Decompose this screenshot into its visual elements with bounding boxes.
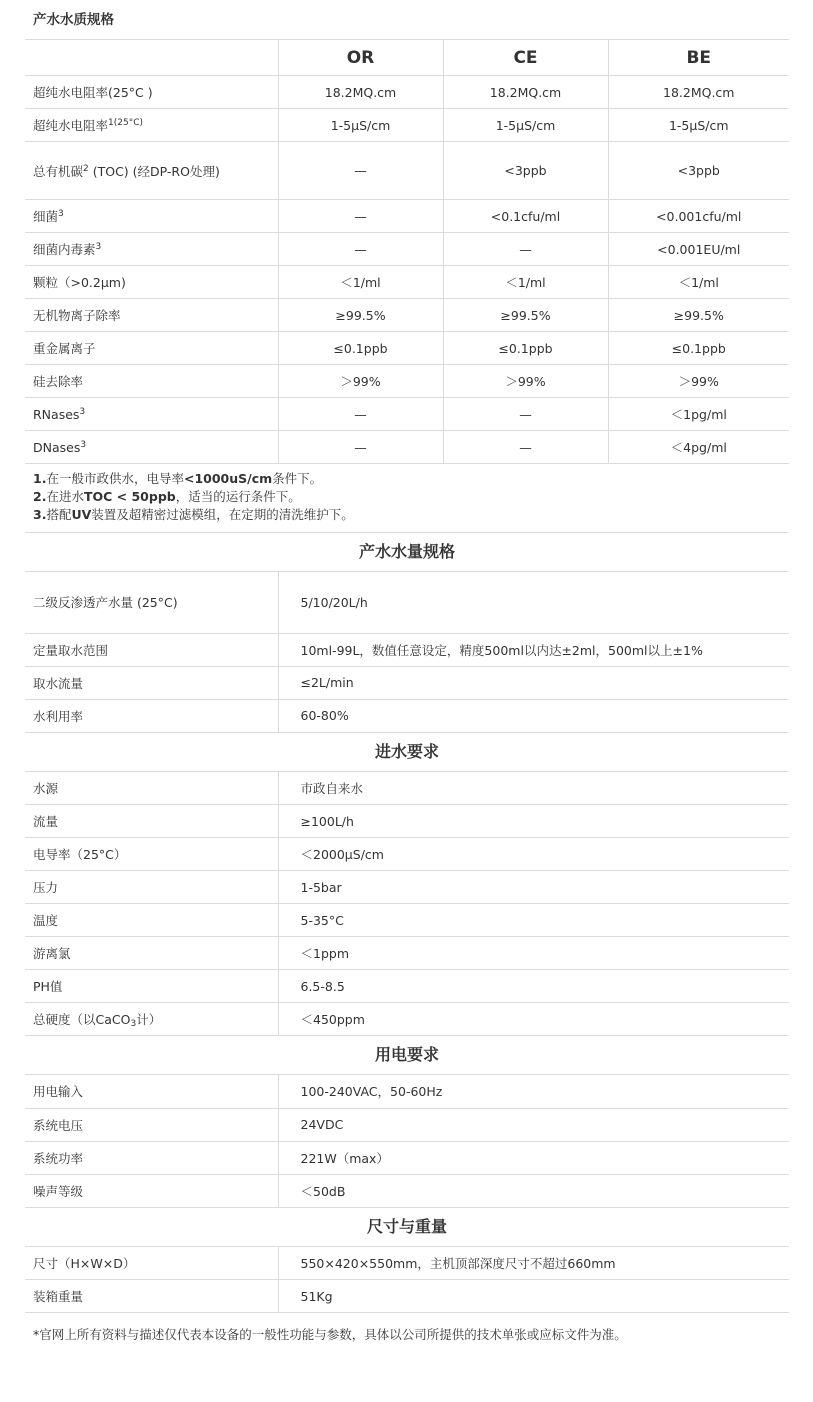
power-title: 用电要求 — [25, 1036, 789, 1075]
table-row — [25, 76, 789, 109]
row-value: 221W（max） — [278, 1141, 789, 1174]
row-value: 6.5-8.5 — [278, 970, 789, 1003]
spec-sheet — [25, 0, 789, 1343]
row-label: RNases$^3$ — [25, 398, 278, 431]
row-value: ≤0.1ppb — [278, 332, 443, 365]
row-value: ≤0.1ppb — [608, 332, 789, 365]
row-label: 电导率（25°C） — [25, 838, 278, 871]
row-label: 用电输入 — [25, 1075, 278, 1108]
row-label: 二级反渗透产水量 (25°C) — [25, 572, 278, 633]
row-value: 100-240VAC，50-60Hz — [278, 1075, 789, 1108]
table-row — [25, 633, 789, 666]
row-value: — — [278, 142, 443, 200]
header-empty-cell — [25, 40, 278, 76]
row-value: — — [443, 398, 608, 431]
row-label: 细菌$^3$ — [25, 200, 278, 233]
table-row — [25, 1280, 789, 1313]
row-value: 1-5μS/cm — [608, 109, 789, 142]
dimensions-table — [25, 1247, 789, 1314]
row-value: ＜1ppm — [278, 937, 789, 970]
table-row — [25, 937, 789, 970]
row-label: 总有机碳$^2$ (TOC) (经DP-RO处理) — [25, 142, 278, 200]
row-value: ＞99% — [443, 365, 608, 398]
water-output-title: 产水水量规格 — [25, 533, 789, 572]
table-row — [25, 871, 789, 904]
row-value: <0.1cfu/ml — [443, 200, 608, 233]
table-row — [25, 805, 789, 838]
row-value: ＜1/ml — [443, 266, 608, 299]
water-quality-table — [25, 40, 789, 464]
row-value: ＜2000μS/cm — [278, 838, 789, 871]
row-value: 550×420×550mm，主机顶部深度尺寸不超过660mm — [278, 1247, 789, 1280]
row-label: 流量 — [25, 805, 278, 838]
table-row — [25, 299, 789, 332]
table-row — [25, 1108, 789, 1141]
row-label: 系统功率 — [25, 1141, 278, 1174]
row-value: ＞99% — [278, 365, 443, 398]
dimensions-title: 尺寸与重量 — [25, 1208, 789, 1247]
row-value: ≥99.5% — [443, 299, 608, 332]
row-value: ＜50dB — [278, 1174, 789, 1207]
disclaimer: *官网上所有资料与描述仅代表本设备的一般性功能与参数，具体以公司所提供的技术单张或应标文件为准。 — [33, 1327, 627, 1342]
row-label: 无机物离子除率 — [25, 299, 278, 332]
row-value: <0.001EU/ml — [608, 233, 789, 266]
row-value: ＜1/ml — [608, 266, 789, 299]
row-value: 60-80% — [278, 699, 789, 732]
table-row — [25, 233, 789, 266]
row-label: 硅去除率 — [25, 365, 278, 398]
row-value: — — [443, 431, 608, 464]
table-row — [25, 1075, 789, 1108]
row-label: 温度 — [25, 904, 278, 937]
row-value: — — [278, 233, 443, 266]
table-row — [25, 699, 789, 732]
table-row — [25, 200, 789, 233]
row-label: 定量取水范围 — [25, 633, 278, 666]
row-label: 超纯水电阻率(25°C ) — [25, 76, 278, 109]
row-label: 装箱重量 — [25, 1280, 278, 1313]
row-label: 颗粒（>0.2μm) — [25, 266, 278, 299]
column-header-be: BE — [608, 40, 789, 76]
row-label: 系统电压 — [25, 1108, 278, 1141]
row-value: <3ppb — [608, 142, 789, 200]
row-value: 5-35°C — [278, 904, 789, 937]
row-value: — — [443, 233, 608, 266]
row-value: ＜4pg/ml — [608, 431, 789, 464]
row-value: 18.2MQ.cm — [443, 76, 608, 109]
row-value: <3ppb — [443, 142, 608, 200]
row-label: DNases$^3$ — [25, 431, 278, 464]
row-value: 18.2MQ.cm — [278, 76, 443, 109]
table-row — [25, 332, 789, 365]
row-value: ≥99.5% — [608, 299, 789, 332]
table-row — [25, 142, 789, 200]
row-value: 1-5μS/cm — [443, 109, 608, 142]
row-label: 重金属离子 — [25, 332, 278, 365]
table-row — [25, 109, 789, 142]
row-value: 1-5bar — [278, 871, 789, 904]
row-label: 水利用率 — [25, 699, 278, 732]
row-value: ≤2L/min — [278, 666, 789, 699]
footnote-1: 1.在一般市政供水，电导率<1000uS/cm条件下。 — [33, 471, 323, 486]
row-label: 尺寸（H×W×D） — [25, 1247, 278, 1280]
column-header-or: OR — [278, 40, 443, 76]
table-row — [25, 970, 789, 1003]
table-row — [25, 838, 789, 871]
table-row — [25, 365, 789, 398]
row-value: — — [278, 200, 443, 233]
table-row — [25, 1141, 789, 1174]
row-label: 超纯水电阻率$^{1(25^\circ C)}$ — [25, 109, 278, 142]
table-row — [25, 772, 789, 805]
row-value: ＜450ppm — [278, 1003, 789, 1036]
table-row — [25, 431, 789, 464]
column-header-ce: CE — [443, 40, 608, 76]
row-label: PH值 — [25, 970, 278, 1003]
row-value: 10ml-99L，数值任意设定，精度500ml以内达±2ml，500ml以上±1% — [278, 633, 789, 666]
inlet-table — [25, 772, 789, 1037]
row-label: 压力 — [25, 871, 278, 904]
row-value: ≥100L/h — [278, 805, 789, 838]
row-value: 市政自来水 — [278, 772, 789, 805]
footnote-3: 3.搭配UV装置及超精密过滤模组，在定期的清洗维护下。 — [33, 507, 354, 522]
table-row — [25, 1247, 789, 1280]
footnotes — [25, 464, 789, 533]
water-quality-header-row — [25, 40, 789, 76]
row-value: ＜1/ml — [278, 266, 443, 299]
table-row — [25, 266, 789, 299]
row-value: ≤0.1ppb — [443, 332, 608, 365]
row-value: 1-5μS/cm — [278, 109, 443, 142]
inlet-title: 进水要求 — [25, 733, 789, 772]
row-label: 取水流量 — [25, 666, 278, 699]
water-quality-title: 产水水质规格 — [25, 0, 789, 40]
row-label: 细菌内毒素$^3$ — [25, 233, 278, 266]
table-row — [25, 398, 789, 431]
row-label: 总硬度（以CaCO$_3$计） — [25, 1003, 278, 1036]
row-value: ＜1pg/ml — [608, 398, 789, 431]
row-value: 24VDC — [278, 1108, 789, 1141]
row-value: — — [278, 431, 443, 464]
row-label: 水源 — [25, 772, 278, 805]
row-value: <0.001cfu/ml — [608, 200, 789, 233]
table-row — [25, 904, 789, 937]
row-value: 51Kg — [278, 1280, 789, 1313]
row-value: — — [278, 398, 443, 431]
footnote-2: 2.在进水TOC < 50ppb，适当的运行条件下。 — [33, 489, 301, 504]
table-row — [25, 1174, 789, 1207]
row-label: 游离氯 — [25, 937, 278, 970]
row-label: 噪声等级 — [25, 1174, 278, 1207]
water-output-table — [25, 572, 789, 733]
table-row — [25, 666, 789, 699]
row-value: 18.2MQ.cm — [608, 76, 789, 109]
row-value: ≥99.5% — [278, 299, 443, 332]
row-value: ＞99% — [608, 365, 789, 398]
power-table — [25, 1075, 789, 1208]
table-row — [25, 572, 789, 633]
table-row — [25, 1003, 789, 1036]
row-value: 5/10/20L/h — [278, 572, 789, 633]
